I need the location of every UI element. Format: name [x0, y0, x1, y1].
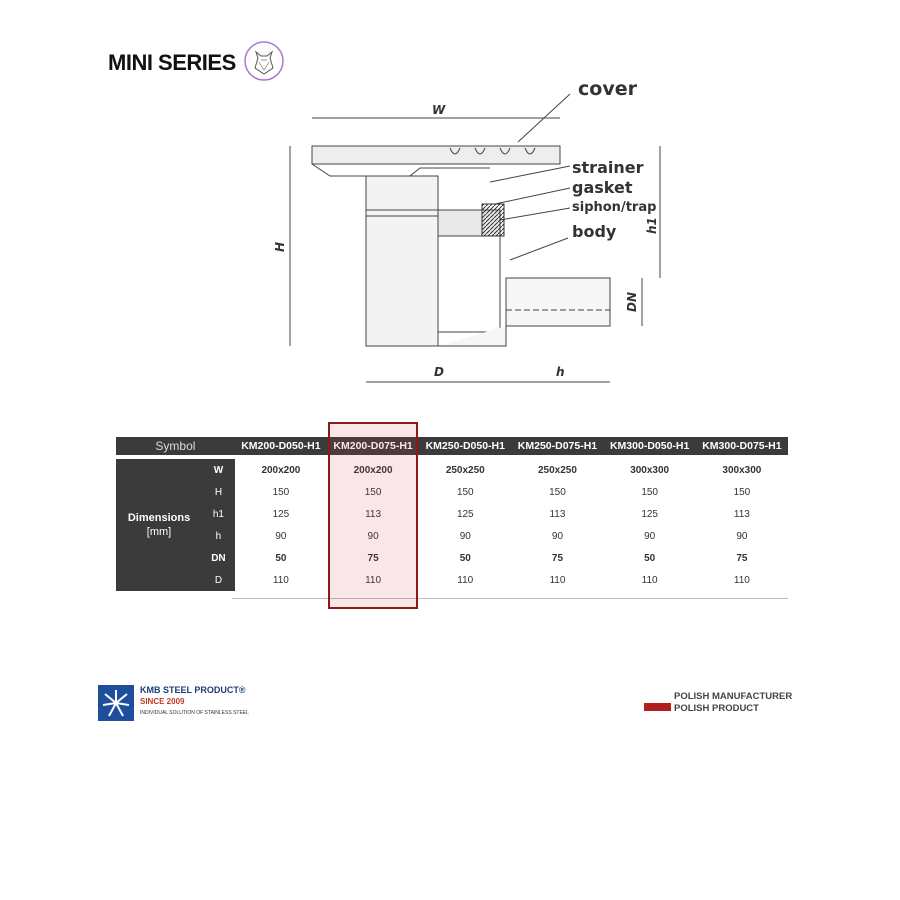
- cover-label: cover: [578, 78, 637, 100]
- model-header: KM250-D075-H1: [511, 437, 603, 455]
- table-cell: 150: [456, 486, 474, 498]
- table-cell: 200x200: [353, 464, 393, 476]
- table-cell: 150: [549, 486, 566, 498]
- table-cell: 125: [456, 508, 474, 520]
- strainer-label: strainer: [572, 158, 644, 177]
- table-cell: 250x250: [445, 464, 485, 476]
- table-cell: 110: [365, 574, 382, 586]
- table-cell: 125: [272, 508, 290, 520]
- dim-d-label: D: [434, 365, 444, 379]
- dim-dn-label: DN: [625, 291, 639, 312]
- gasket-label: gasket: [572, 178, 633, 197]
- symbol-header: Symbol: [116, 437, 235, 455]
- table-cell: 50: [644, 552, 656, 564]
- table-cell: 113: [549, 508, 566, 520]
- model-header: KM300-D050-H1: [604, 437, 696, 455]
- table-cell: 50: [459, 552, 471, 564]
- kmb-logo-icon: [98, 685, 134, 721]
- table-cell: 110: [549, 574, 566, 586]
- red-flag-bar: [644, 703, 671, 711]
- table-cell: 250x250: [538, 464, 577, 476]
- dimensions-group-label: Dimensions [mm]: [116, 459, 202, 591]
- table-cell: 75: [551, 552, 564, 564]
- param-label: h1: [202, 503, 235, 525]
- dim-w-label: W: [432, 103, 446, 117]
- table-cell: 110: [641, 574, 658, 586]
- table-cell: 90: [367, 530, 379, 542]
- table-cell: 75: [736, 552, 748, 564]
- model-header: KM250-D050-H1: [419, 437, 511, 455]
- table-cell: 300x300: [630, 464, 670, 476]
- table-cell: 113: [365, 508, 382, 520]
- series-title: MINI SERIES: [108, 50, 236, 75]
- table-cell: 50: [275, 552, 287, 564]
- drain-cross-section-drawing: [270, 70, 700, 400]
- table-cell: 300x300: [722, 464, 762, 476]
- table-cell: 150: [364, 486, 382, 498]
- table-bottom-border: [232, 459, 788, 599]
- table-cell: 90: [551, 530, 564, 542]
- model-header: KM200-D050-H1: [235, 437, 327, 455]
- siphon-trap-label: siphon/trap: [572, 200, 657, 215]
- dim-h-small-label: h: [556, 365, 565, 379]
- company-name: KMB STEEL PRODUCT®: [140, 685, 246, 695]
- table-cell: 90: [736, 530, 748, 542]
- table-cell: 150: [641, 486, 658, 498]
- param-label: W: [202, 459, 235, 481]
- param-label: H: [202, 481, 235, 503]
- table-cell: 90: [644, 530, 656, 542]
- dim-h-label: H: [273, 241, 287, 252]
- table-cell: 110: [272, 574, 289, 586]
- table-cell: 90: [275, 530, 287, 542]
- company-tagline: INDIVIDUAL SOLUTION OF STAINLESS STEEL: [140, 710, 249, 716]
- polish-product-label: POLISH PRODUCT: [674, 703, 759, 714]
- table-header-row: [116, 437, 788, 455]
- company-since: SINCE 2009: [140, 697, 185, 706]
- model-header: KM200-D075-H1: [327, 437, 419, 455]
- param-label: DN: [202, 547, 235, 569]
- table-cell: 125: [641, 508, 658, 520]
- model-header: KM300-D075-H1: [696, 437, 788, 455]
- polish-manufacturer-label: POLISH MANUFACTURER: [674, 691, 793, 702]
- table-cell: 110: [733, 574, 750, 586]
- table-cell: 75: [367, 552, 379, 564]
- table-cell: 150: [733, 486, 751, 498]
- table-cell: 150: [272, 486, 290, 498]
- dim-h1-label: h1: [645, 217, 659, 234]
- param-label: D: [202, 569, 235, 591]
- table-cell: 200x200: [261, 464, 301, 476]
- table-cell: 90: [459, 530, 471, 542]
- table-cell: 110: [457, 574, 474, 586]
- selected-model-highlight: [328, 422, 418, 609]
- param-label: h: [202, 525, 235, 547]
- body-label: body: [572, 222, 617, 241]
- table-cell: 113: [733, 508, 750, 520]
